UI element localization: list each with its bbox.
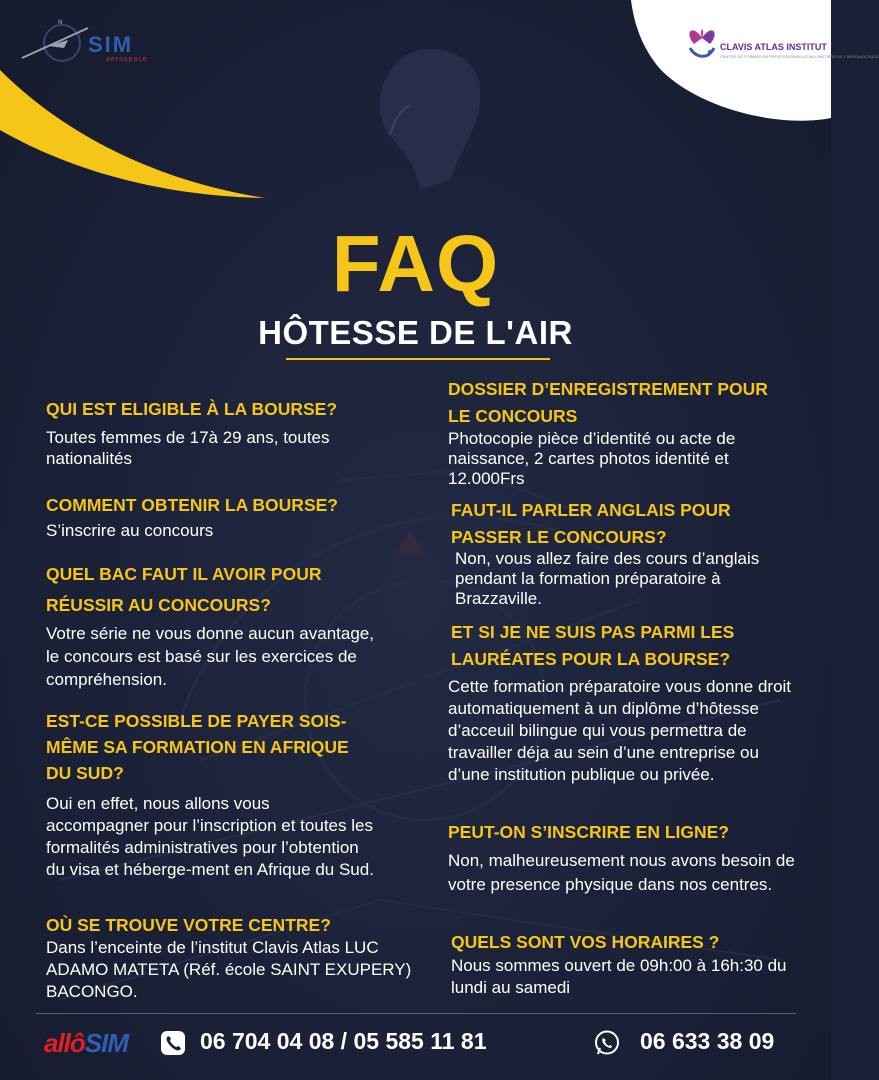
faq-answer: Oui en effet, nous allons vous accompagner pour l’inscription et toutes les formalités administratives pour l’obtention du visa et héberge-ment en Afrique du Sud. — [46, 794, 374, 879]
faq-question: ET SI JE NE SUIS PAS PARMI LES LAURÉATES POUR LA BOURSE? — [451, 622, 735, 669]
flower-icon — [682, 18, 722, 64]
faq-question: DOSSIER D’ENREGISTREMENT POUR LE CONCOURS — [448, 379, 768, 426]
faq-answer: Non, vous allez faire des cours d’anglais pendant la formation préparatoire à Brazzaville. — [455, 549, 760, 608]
faq-question: QUI EST ELIGIBLE À LA BOURSE? — [46, 399, 338, 419]
page-subtitle: HÔTESSE DE L'AIR — [258, 314, 573, 351]
faq-answer: Cette formation préparatoire vous donne droit automatiquement à un diplôme d’hôtesse d’acceuil bilingue qui vous permettra de travailler déja au sein d’une entreprise ou d’une institution publique ou privée. — [448, 677, 792, 784]
faq-answer: Toutes femmes de 17à 29 ans, toutes nationalités — [46, 428, 330, 468]
sim-logo-text: SIM — [88, 32, 134, 57]
sim-aerospace-logo — [18, 18, 158, 68]
whatsapp-number[interactable]: 06 633 38 09 — [640, 1028, 775, 1054]
footer-divider — [36, 1013, 796, 1014]
svg-text:N: N — [58, 19, 63, 26]
faq-question: QUEL BAC FAUT IL AVOIR POUR RÉUSSIR AU CONCOURS? — [46, 564, 322, 615]
phone-icon — [160, 1030, 186, 1056]
faq-question: FAUT-IL PARLER ANGLAIS POUR PASSER LE CONCOURS? — [451, 500, 731, 547]
allo-sim-logo — [44, 1028, 128, 1059]
clavis-logo-subtext: CENTRE DE FORMATION PROFESSIONNELLE AUX METIERS DE L'AERONAUTIQUE — [720, 54, 879, 59]
footer — [0, 1022, 831, 1072]
title-underline — [286, 358, 550, 360]
whatsapp-icon — [594, 1030, 620, 1056]
faq-question: COMMENT OBTENIR LA BOURSE? — [46, 495, 338, 515]
faq-answer: Non, malheureusement nous avons besoin de votre presence physique dans nos centres. — [448, 851, 795, 894]
page-title: FAQ — [331, 219, 500, 308]
faq-question: PEUT-ON S’INSCRIRE EN LIGNE? — [448, 822, 729, 842]
faq-question: OÙ SE TROUVE VOTRE CENTRE? — [46, 915, 331, 935]
faq-question: EST-CE POSSIBLE DE PAYER SOIS-MÊME SA FORMATION EN AFRIQUE DU SUD? — [46, 711, 349, 783]
phone-numbers[interactable]: 06 704 04 08 / 05 585 11 81 — [200, 1028, 487, 1054]
faq-answer: Nous sommes ouvert de 09h:00 à 16h:30 du lundi au samedi — [451, 956, 787, 997]
faq-answer: Dans l’enceinte de l’institut Clavis Atlas LUC ADAMO MATETA (Réf. école SAINT EXUPERY) BACONGO. — [46, 938, 412, 1001]
silhouette-graphic — [360, 40, 500, 190]
allo-logo-sim-text: SIM — [84, 1028, 129, 1058]
clavis-atlas-logo — [680, 18, 879, 68]
faq-answer: Votre série ne vous donne aucun avantage, le concours est basé sur les exercices de compréhension. — [46, 624, 374, 689]
allo-logo-text: allô — [44, 1028, 85, 1058]
faq-answer: Photocopie pièce d’identité ou acte de naissance, 2 cartes photos identité et 12.000Frs — [448, 429, 736, 488]
plane-icon — [18, 18, 88, 68]
sim-logo-subtext: aerospace — [106, 56, 148, 63]
clavis-logo-text: CLAVIS ATLAS INSTITUT — [720, 42, 827, 52]
faq-answer: S’inscrire au concours — [46, 521, 214, 540]
faq-question: QUELS SONT VOS HORAIRES ? — [451, 932, 720, 952]
